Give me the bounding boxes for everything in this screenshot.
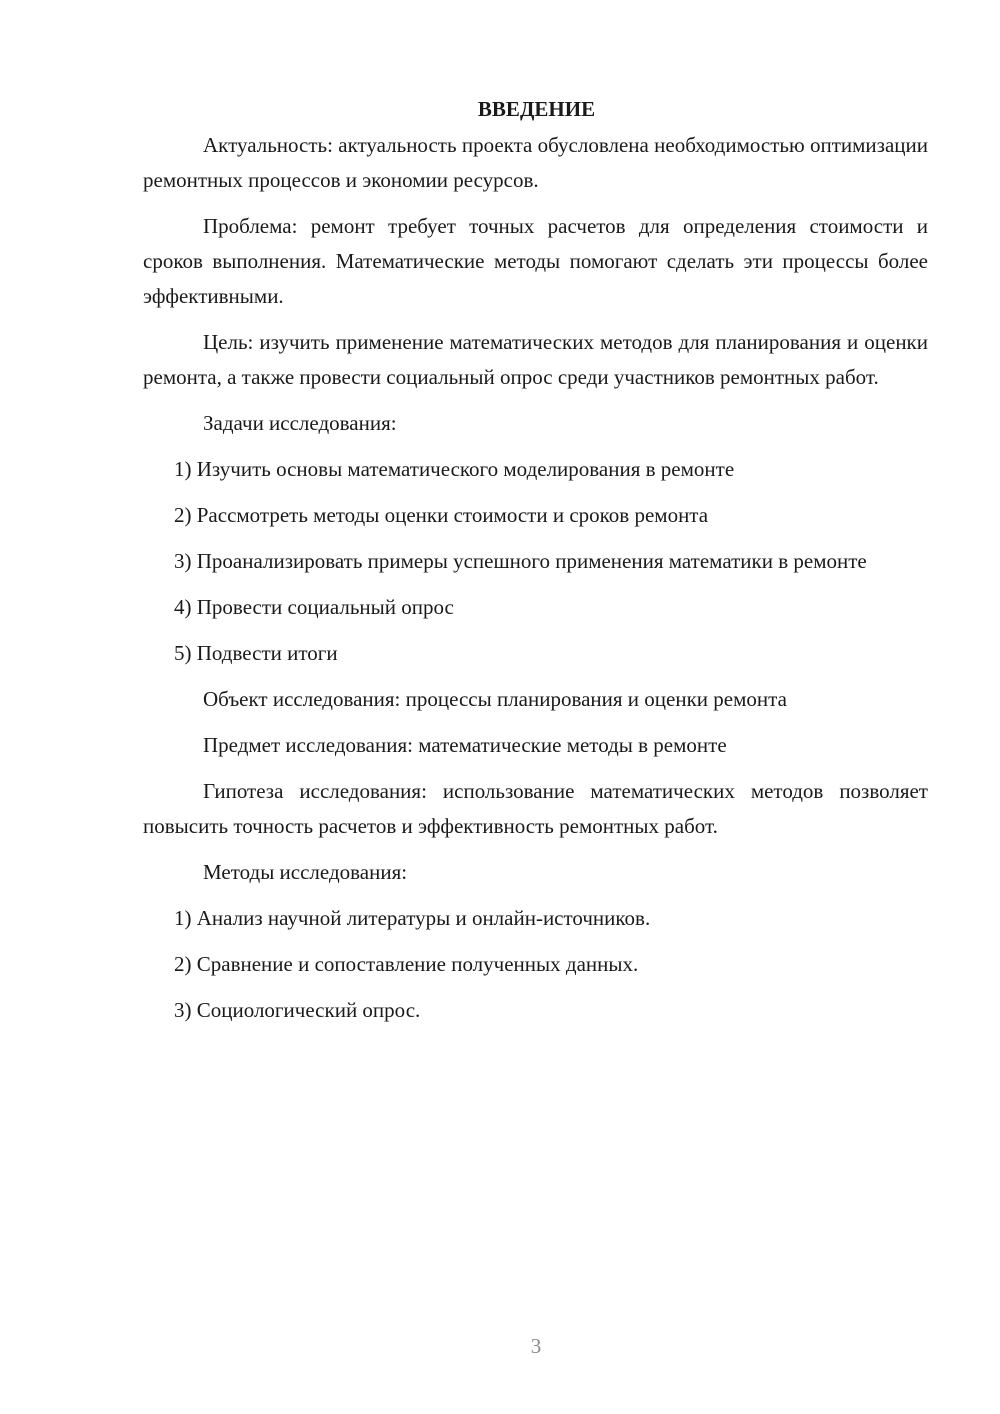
section-heading: ВВЕДЕНИЕ xyxy=(477,97,596,121)
methods-list xyxy=(143,901,928,1028)
problem-paragraph: Проблема: ремонт требует точных расчетов для определения стоимости и сроков выполнения. Математические методы помогают сделать эти процессы более эффективными. xyxy=(143,214,928,308)
goal-paragraph: Цель: изучить применение математических методов для планирования и оценки ремонта, а также провести социальный опрос среди участников ремонтных работ. xyxy=(143,330,928,389)
methods-title: Методы исследования: xyxy=(203,860,408,884)
page-number: 3 xyxy=(530,1334,542,1358)
task-item: 3) Проанализировать примеры успешного применения математики в ремонте xyxy=(174,549,867,573)
relevance-paragraph: Актуальность: актуальность проекта обусловлена необходимостью оптимизации ремонтных процессов и экономии ресурсов. xyxy=(143,133,928,192)
task-item: 2) Рассмотреть методы оценки стоимости и сроков ремонта xyxy=(174,503,709,527)
object-paragraph: Объект исследования: процессы планирования и оценки ремонта xyxy=(203,687,787,711)
method-item: 1) Анализ научной литературы и онлайн-источников. xyxy=(174,906,651,930)
document-page xyxy=(143,92,928,1039)
task-item: 1) Изучить основы математического моделирования в ремонте xyxy=(174,457,735,481)
tasks-title: Задачи исследования: xyxy=(203,411,397,435)
tasks-list xyxy=(143,452,928,671)
subject-paragraph: Предмет исследования: математические методы в ремонте xyxy=(203,733,727,757)
task-item: 5) Подвести итоги xyxy=(174,641,338,665)
hypothesis-paragraph: Гипотеза исследования: использование математических методов позволяет повысить точность расчетов и эффективность ремонтных работ. xyxy=(143,779,928,838)
task-item: 4) Провести социальный опрос xyxy=(174,595,454,619)
method-item: 3) Социологический опрос. xyxy=(174,998,421,1022)
method-item: 2) Сравнение и сопоставление полученных данных. xyxy=(174,952,639,976)
